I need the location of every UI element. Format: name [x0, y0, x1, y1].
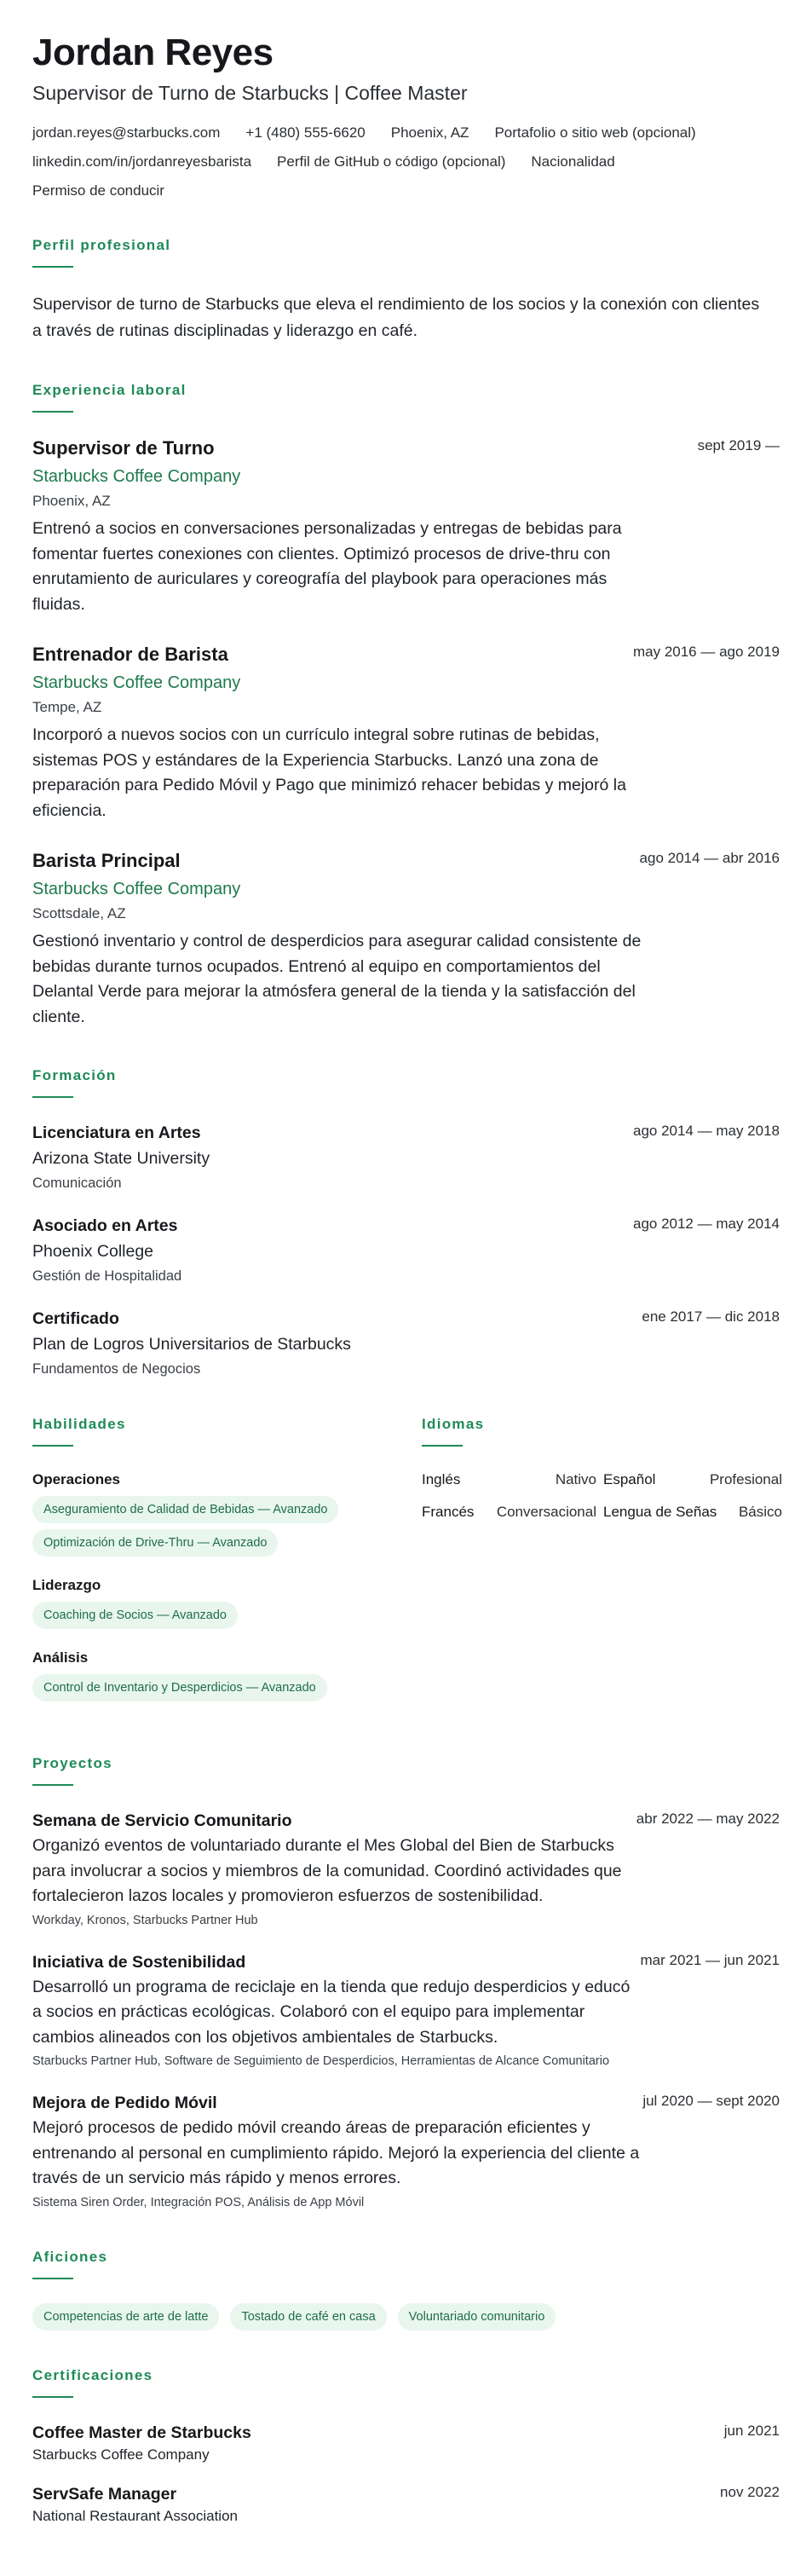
- job-entry: [32, 643, 780, 823]
- contact-nationality: Nacionalidad: [531, 153, 615, 170]
- contact-location: Phoenix, AZ: [390, 124, 469, 141]
- language-name: Inglés: [422, 1471, 461, 1487]
- education-date: ene 2017 — dic 2018: [642, 1308, 780, 1325]
- job-company: Starbucks Coffee Company: [32, 673, 241, 692]
- project-date: abr 2022 — may 2022: [636, 1811, 780, 1827]
- hobby-pill: Voluntariado comunitario: [398, 2303, 556, 2331]
- skills-languages-row: [32, 1416, 780, 1721]
- education-entry: [32, 1215, 780, 1285]
- job-description: Entrenó a socios en conversaciones personalizadas y entregas de bebidas para fomentar fuertes conexiones con clientes. Optimizó procesos de drive-thru con enrutamiento de auriculares y coreografía del playbook para operaciones más fluidas.: [32, 519, 622, 614]
- project-title: Semana de Servicio Comunitario: [32, 1811, 292, 1830]
- job-title: Entrenador de Barista: [32, 644, 228, 665]
- project-technologies: Workday, Kronos, Starbucks Partner Hub: [32, 1913, 258, 1927]
- language-name: Francés: [422, 1504, 475, 1520]
- education-section: [32, 1067, 780, 1378]
- skills-section: [32, 1416, 390, 1721]
- project-title: Mejora de Pedido Móvil: [32, 2094, 217, 2112]
- skill-group: [32, 1649, 390, 1707]
- section-title: Experiencia laboral: [32, 382, 187, 398]
- job-date: may 2016 — ago 2019: [632, 644, 780, 660]
- certification-entry: [32, 2483, 780, 2526]
- resume-header: [32, 31, 780, 199]
- job-date: ago 2014 — abr 2016: [639, 850, 780, 866]
- section-title: Perfil profesional: [32, 237, 171, 253]
- section-title: Formación: [32, 1067, 117, 1083]
- education-school: Plan de Logros Universitarios de Starbucks: [32, 1335, 351, 1354]
- job-location: Phoenix, AZ: [32, 493, 111, 509]
- job-entry: [32, 436, 780, 617]
- project-date: mar 2021 — jun 2021: [640, 1951, 780, 1968]
- skill-pill: Optimización de Drive-Thru — Avanzado: [32, 1529, 278, 1557]
- contact-license: Permiso de conducir: [32, 182, 164, 199]
- job-entry: [32, 849, 780, 1030]
- section-divider: [32, 2278, 73, 2279]
- language-name: Lengua de Señas: [603, 1504, 717, 1520]
- education-degree: Certificado: [32, 1309, 119, 1328]
- skill-pill: Control de Inventario y Desperdicios — Avanzado: [32, 1674, 327, 1701]
- section-title: Proyectos: [32, 1755, 112, 1771]
- skill-group: [32, 1470, 390, 1562]
- job-title: Barista Principal: [32, 850, 181, 871]
- section-divider: [32, 411, 73, 413]
- project-technologies: Sistema Siren Order, Integración POS, Análisis de App Móvil: [32, 2195, 365, 2209]
- skill-group: [32, 1576, 390, 1635]
- language-level: Profesional: [709, 1471, 782, 1487]
- skill-pill: Coaching de Socios — Avanzado: [32, 1602, 238, 1629]
- skill-category: Análisis: [32, 1649, 89, 1666]
- education-degree: Licenciatura en Artes: [32, 1123, 201, 1142]
- certification-date: jun 2021: [723, 2422, 780, 2439]
- project-description: Desarrolló un programa de reciclaje en la tienda que redujo desperdicios y educó a socios en prácticas ecológicas. Colaboró con el equipo para implementar cambios alineados con los objetivos ambientales de Starbucks.: [32, 1977, 631, 2047]
- education-entry: [32, 1122, 780, 1193]
- job-date: sept 2019 —: [697, 437, 780, 453]
- hobbies-section: [32, 2249, 780, 2336]
- certification-name: Coffee Master de Starbucks: [32, 2423, 251, 2442]
- job-location: Scottsdale, AZ: [32, 905, 126, 921]
- section-divider: [32, 1445, 73, 1447]
- section-title: Certificaciones: [32, 2366, 153, 2383]
- section-title: Habilidades: [32, 1416, 126, 1432]
- education-entry: [32, 1308, 780, 1378]
- projects-section: [32, 1755, 780, 2211]
- hobby-pill: Competencias de arte de latte: [32, 2303, 219, 2331]
- skill-category: Liderazgo: [32, 1577, 101, 1593]
- section-title: Aficiones: [32, 2248, 108, 2265]
- certifications-section: [32, 2367, 780, 2526]
- project-technologies: Starbucks Partner Hub, Software de Seguimiento de Desperdicios, Herramientas de Alcance Comunitario: [32, 2054, 610, 2068]
- contact-phone[interactable]: +1 (480) 555-6620: [245, 124, 366, 141]
- candidate-name: Jordan Reyes: [32, 32, 274, 73]
- language-item: [603, 1503, 782, 1522]
- certification-issuer: National Restaurant Association: [32, 2507, 238, 2524]
- project-description: Mejoró procesos de pedido móvil creando áreas de preparación eficientes y entrenando al personal en cumplimiento rápido. Mejoró la experiencia del cliente a través de un servicio más rápido y menos errores.: [32, 2118, 640, 2187]
- job-title: Supervisor de Turno: [32, 437, 215, 459]
- language-item: [603, 1470, 782, 1489]
- job-company: Starbucks Coffee Company: [32, 880, 241, 898]
- skill-category: Operaciones: [32, 1471, 120, 1487]
- education-degree: Asociado en Artes: [32, 1216, 178, 1235]
- contact-website[interactable]: Portafolio o sitio web (opcional): [494, 124, 696, 141]
- project-entry: [32, 2092, 780, 2211]
- language-item: [422, 1503, 596, 1522]
- certification-date: nov 2022: [720, 2483, 780, 2500]
- section-title: Idiomas: [422, 1416, 485, 1432]
- project-description: Organizó eventos de voluntariado durante el Mes Global del Bien de Starbucks para involucrar a socios y miembros de la comunidad. Coordinó actividades que fortalecieron lazos locales y promovieron esfuerzos de sostenibilidad.: [32, 1836, 622, 1905]
- section-divider: [32, 2396, 73, 2398]
- section-divider: [32, 1784, 73, 1786]
- education-field: Gestión de Hospitalidad: [32, 1268, 182, 1284]
- skill-pill: Aseguramiento de Calidad de Bebidas — Avanzado: [32, 1496, 338, 1523]
- job-description: Incorporó a nuevos socios con un currículo integral sobre rutinas de bebidas, sistemas POS y estándares de la Experiencia Starbucks. Lanzó una zona de preparación para Pedido Móvil y Pago que minimizó rehacer bebidas y mejoró la eficiencia.: [32, 725, 626, 820]
- job-company: Starbucks Coffee Company: [32, 467, 241, 486]
- project-entry: [32, 1810, 780, 1929]
- contact-list: [32, 124, 782, 199]
- certification-name: ServSafe Manager: [32, 2484, 177, 2504]
- education-school: Phoenix College: [32, 1242, 154, 1261]
- section-divider: [422, 1445, 463, 1447]
- candidate-tagline: Supervisor de Turno de Starbucks | Coffee Master: [32, 82, 468, 104]
- certification-entry: [32, 2422, 780, 2464]
- education-date: ago 2014 — may 2018: [632, 1123, 780, 1139]
- education-field: Comunicación: [32, 1175, 122, 1191]
- job-description: Gestionó inventario y control de desperdicios para asegurar calidad consistente de bebidas durante turnos ocupados. Entrenó al equipo en comportamientos del Delantal Verde para mejorar la atmósfera general de la tienda y la satisfacción del cliente.: [32, 932, 642, 1026]
- languages-section: [422, 1416, 780, 1721]
- education-school: Arizona State University: [32, 1149, 210, 1168]
- summary-text: Supervisor de turno de Starbucks que eleva el rendimiento de los socios y la conexión con clientes a través de rutinas disciplinadas y liderazgo en café.: [32, 295, 760, 340]
- job-location: Tempe, AZ: [32, 699, 102, 715]
- section-divider: [32, 266, 73, 268]
- experience-section: [32, 382, 780, 1030]
- language-level: Nativo: [555, 1471, 596, 1487]
- language-item: [422, 1470, 596, 1489]
- contact-linkedin[interactable]: linkedin.com/in/jordanreyesbarista: [32, 153, 252, 170]
- language-name: Español: [603, 1471, 656, 1487]
- project-title: Iniciativa de Sostenibilidad: [32, 1952, 246, 1972]
- hobby-pill: Tostado de café en casa: [230, 2303, 386, 2331]
- project-date: jul 2020 — sept 2020: [642, 2093, 780, 2109]
- contact-github[interactable]: Perfil de GitHub o código (opcional): [277, 153, 506, 170]
- education-field: Fundamentos de Negocios: [32, 1361, 201, 1377]
- project-entry: [32, 1951, 780, 2071]
- language-level: Conversacional: [496, 1504, 596, 1520]
- certification-issuer: Starbucks Coffee Company: [32, 2446, 210, 2463]
- summary-section: [32, 237, 780, 344]
- contact-email[interactable]: jordan.reyes@starbucks.com: [32, 124, 221, 141]
- education-date: ago 2012 — may 2014: [632, 1216, 780, 1232]
- language-level: Básico: [738, 1504, 782, 1520]
- section-divider: [32, 1096, 73, 1098]
